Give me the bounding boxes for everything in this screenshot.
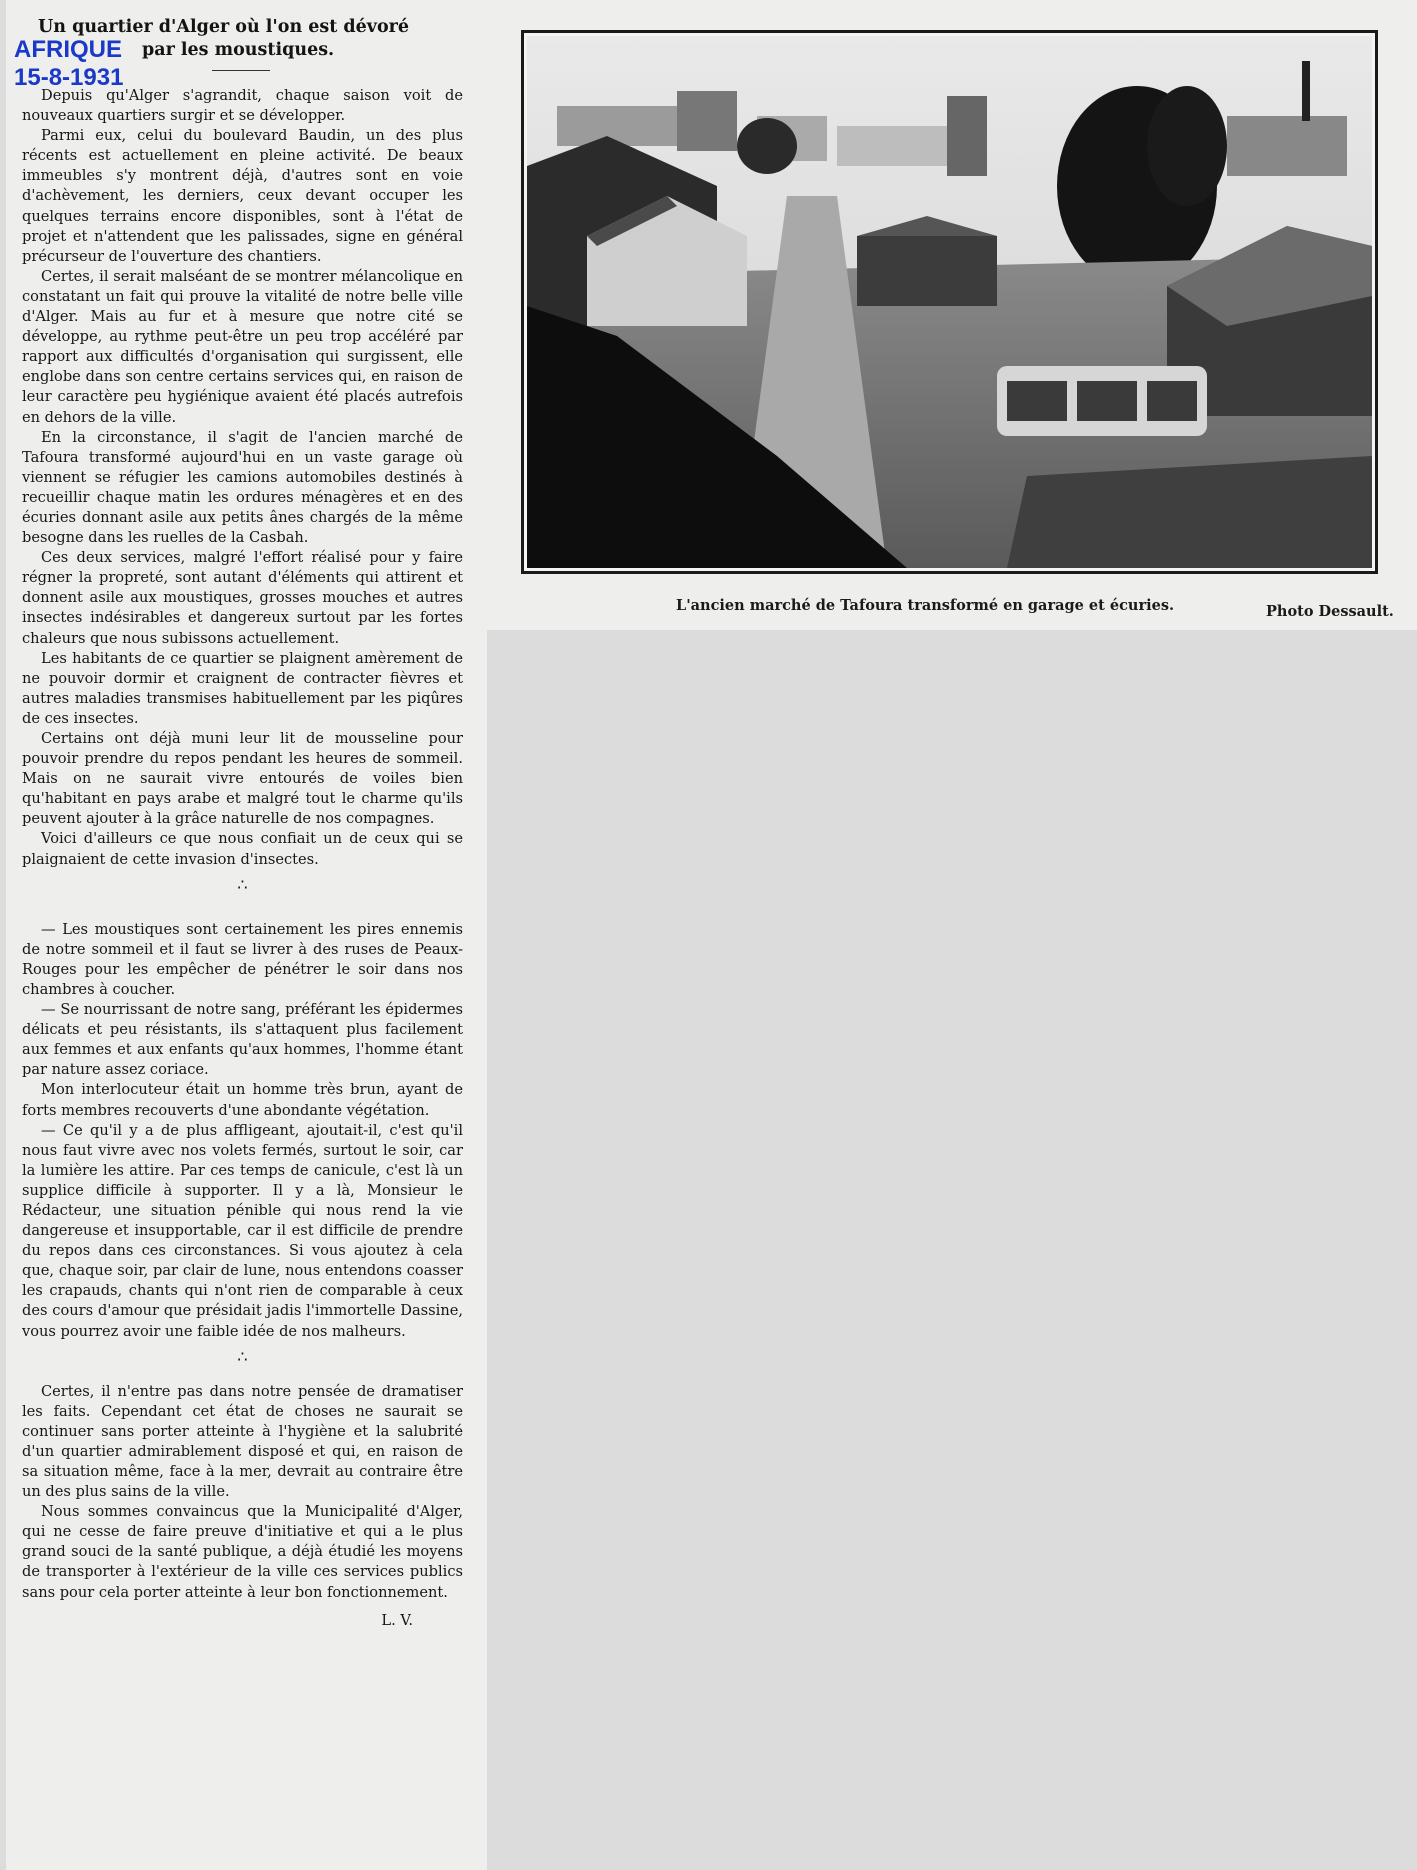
article-photo [521, 30, 1378, 574]
paragraph: — Se nourrissant de notre sang, préférant les épidermes délicats et peu résistants, ils s'attaquent plus facilement aux femmes et aux enfants qu'aux hommes, l'homme étant par nature assez coriace. [22, 1001, 463, 1079]
paragraph: Certes, il serait malséant de se montrer mélancolique en constatant un fait qui prouve la vitalité de notre belle ville d'Alger. Mais au fur et à mesure que notre cité se développe, au rythme peut-être un peu trop accéléré par rapport aux difficultés d'organisation qui surgissent, elle englobe dans son centre certains services qui, en raison de leur caractère peu hygiénique avaient été placés autrefois en dehors de la ville. [22, 267, 463, 426]
paragraph: Mon interlocuteur était un homme très brun, ayant de forts membres recouverts d'une abondante végétation. [22, 1081, 463, 1119]
headline-line-2: par les moustiques. [142, 40, 335, 60]
photo-credit: Photo Dessault. [1266, 603, 1394, 620]
paragraph: Parmi eux, celui du boulevard Baudin, un des plus récents est actuellement en pleine activité. De beaux immeubles s'y montrent déjà, d'autres sont en voie d'achèvement, les derniers, ceux devant occuper les quelques terrains encore disponibles, sont à l'état de projet et n'attendent que les palissades, signe en général précurseur de l'ouverture des chantiers. [22, 127, 463, 265]
paragraph: Depuis qu'Alger s'agrandit, chaque saison voit de nouveaux quartiers surgir et se développer. [22, 87, 463, 125]
paragraph: En la circonstance, il s'agit de l'ancien marché de Tafoura transformé aujourd'hui en un vaste garage où viennent se réfugier les camions automobiles destinés à recueillir chaque matin les ordures ménagères et en des écuries donnant asile aux petits ânes chargés de la même besogne dans les ruelles de la Casbah. [22, 428, 463, 547]
author-signature: L. V. [381, 1611, 413, 1629]
paragraph: Ces deux services, malgré l'effort réalisé pour y faire régner la propreté, sont autant d'éléments qui attirent et donnent asile aux moustiques, grosses mouches et autres insectes indésirables et dangereux surtout par les fortes chaleurs que nous subissons actuellement. [22, 549, 463, 647]
photo-caption: L'ancien marché de Tafoura transformé en garage et écuries. [676, 597, 1175, 614]
section-separator: ∴ [237, 874, 248, 894]
stamp-date: 15-8-1931 [14, 64, 124, 91]
paragraph: Voici d'ailleurs ce que nous confiait un de ceux qui se plaignaient de cette invasion d'insectes. [22, 830, 463, 868]
paragraph: Les habitants de ce quartier se plaignent amèrement de ne pouvoir dormir et craignent de contracter fièvres et autres maladies transmises habituellement par les piqûres de ces insectes. [22, 649, 463, 727]
paragraph: — Ce qu'il y a de plus affligeant, ajoutait-il, c'est qu'il nous faut vivre avec nos volets fermés, surtout le soir, car la lumière les attire. Par ces temps de canicule, c'est là un supplice difficile à supporter. Il y a là, Monsieur le Rédacteur, une situation pénible qui nous rend la vie dangereuse et insupportable, car il est difficile de prendre du repos dans ces circonstances. Si vous ajoutez à cela que, chaque soir, par clair de lune, nous entendons coasser les crapauds, chants qui n'ont rien de comparable à ceux des cours d'amour que présidait jadis l'immortelle Dassine, vous pourrez avoir une faible idée de nos malheurs. [22, 1121, 463, 1340]
paragraph: Certains ont déjà muni leur lit de mousseline pour pouvoir prendre du repos pendant les heures de sommeil. Mais on ne saurait vivre entourés de voiles bien qu'habitant en pays arabe et malgré tout le charme qu'ils peuvent ajouter à la grâce naturelle de nos compagnes. [22, 730, 463, 828]
section-separator: ∴ [237, 1346, 248, 1366]
headline-rule [212, 70, 270, 71]
market-photo-image [527, 36, 1372, 568]
paragraph: — Les moustiques sont certainement les pires ennemis de notre sommeil et il faut se livrer à des ruses de Peaux-Rouges pour les empêcher de pénétrer le soir dans nos chambres à coucher. [22, 920, 463, 998]
paragraph: Certes, il n'entre pas dans notre pensée de dramatiser les faits. Cependant cet état de choses ne saurait se continuer sans porter atteinte à l'hygiène et la salubrité d'un quartier admirablement disposé et qui, en raison de sa situation même, face à la mer, devrait au contraire être un des plus sains de la ville. [22, 1382, 463, 1501]
headline-line-1: Un quartier d'Alger où l'on est dévoré [38, 17, 409, 37]
stamp-publication: AFRIQUE [14, 36, 122, 63]
source-stamp [14, 36, 123, 92]
paragraph: Nous sommes convaincus que la Municipalité d'Alger, qui ne cesse de faire preuve d'initiative et qui a le plus grand souci de la santé publique, a déjà étudié les moyens de transporter à l'extérieur de la ville ces services publics sans pour cela porter atteinte à leur bon fonctionnement. [22, 1503, 463, 1601]
article-body [22, 86, 463, 1631]
